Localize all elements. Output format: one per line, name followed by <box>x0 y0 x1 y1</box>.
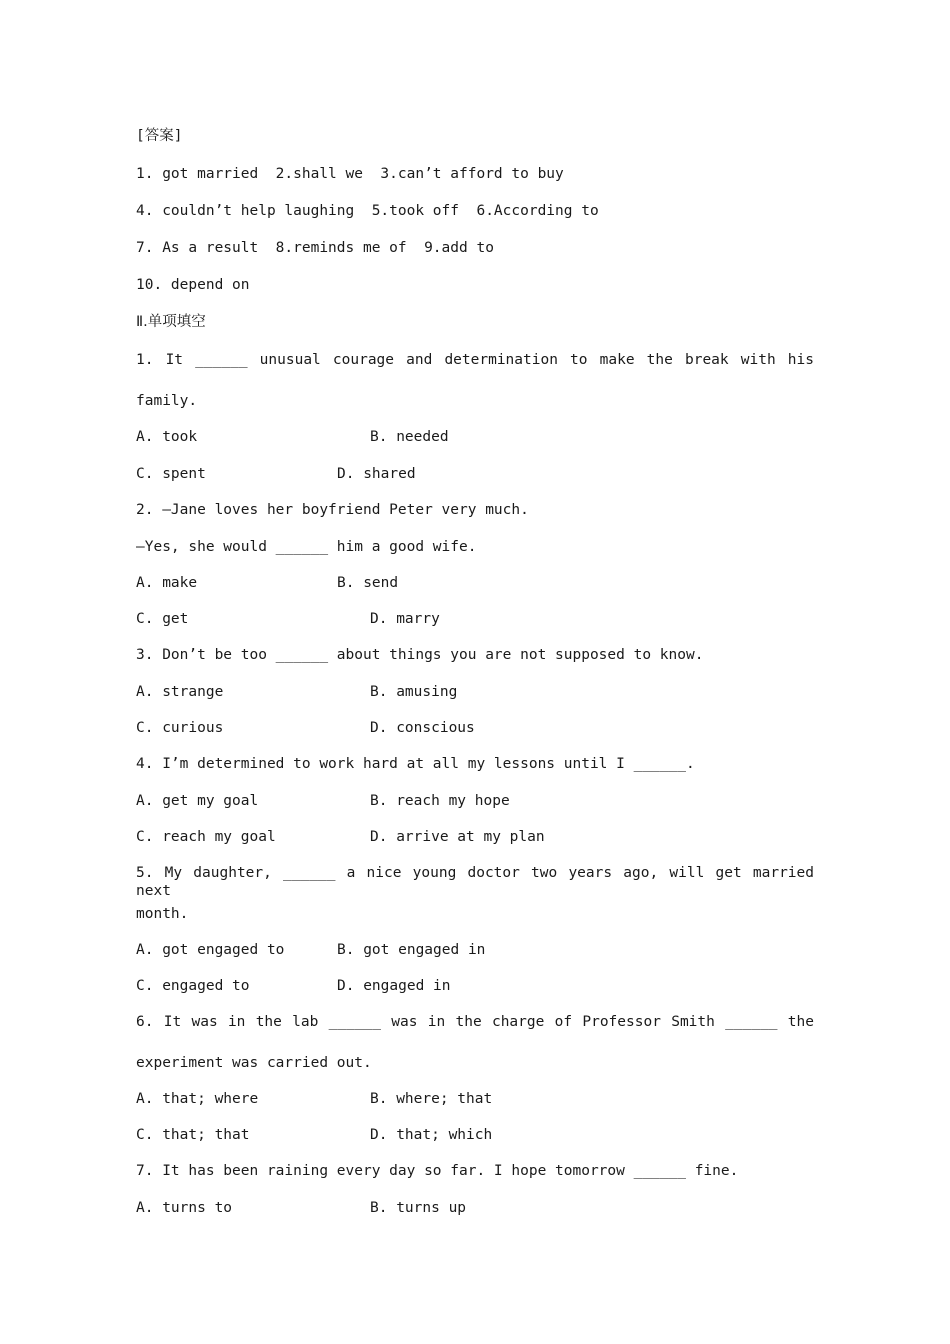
question-stem-continued: family. <box>136 393 198 409</box>
option-d: D. shared <box>337 466 416 482</box>
question-stem: 1. It ______ unusual courage and determination to make the break with his <box>136 352 814 368</box>
option-c: C. get <box>136 611 189 627</box>
question-stem: 5. My daughter, ______ a nice young doctor two years ago, will get married next <box>136 865 814 899</box>
option-c: C. reach my goal <box>136 829 276 845</box>
option-a: A. strange <box>136 684 224 700</box>
question-stem: 3. Don’t be too ______ about things you are not supposed to know. <box>136 647 704 663</box>
option-a: A. get my goal <box>136 793 259 809</box>
option-c: C. spent <box>136 466 206 482</box>
option-c: C. engaged to <box>136 978 250 994</box>
option-b: B. turns up <box>370 1200 467 1216</box>
option-b: B. where; that <box>370 1091 493 1107</box>
question-stem: 2. —Jane loves her boyfriend Peter very much. <box>136 502 529 518</box>
option-a: A. took <box>136 429 198 445</box>
section-heading: Ⅱ.单项填空 <box>136 314 206 330</box>
option-d: D. engaged in <box>337 978 451 994</box>
option-a: A. make <box>136 575 198 591</box>
question-stem: 4. I’m determined to work hard at all my lessons until I ______. <box>136 756 695 772</box>
option-c: C. that; that <box>136 1127 250 1143</box>
option-d: D. conscious <box>370 720 475 736</box>
option-c: C. curious <box>136 720 224 736</box>
option-b: B. reach my hope <box>370 793 510 809</box>
option-d: D. marry <box>370 611 440 627</box>
option-b: B. needed <box>370 429 449 445</box>
option-d: D. arrive at my plan <box>370 829 545 845</box>
question-stem-continued: —Yes, she would ______ him a good wife. <box>136 539 477 555</box>
question-stem: 7. It has been raining every day so far. I hope tomorrow ______ fine. <box>136 1163 739 1179</box>
option-b: B. amusing <box>370 684 458 700</box>
option-b: B. got engaged in <box>337 942 486 958</box>
option-d: D. that; which <box>370 1127 493 1143</box>
question-stem: 6. It was in the lab ______ was in the charge of Professor Smith ______ the <box>136 1014 814 1030</box>
answer-line: 4. couldn’t help laughing 5.took off 6.According to <box>136 203 599 219</box>
option-a: A. turns to <box>136 1200 233 1216</box>
answer-line: 1. got married 2.shall we 3.can’t afford to buy <box>136 166 564 182</box>
option-b: B. send <box>337 575 399 591</box>
option-a: A. got engaged to <box>136 942 285 958</box>
question-stem-continued: experiment was carried out. <box>136 1055 372 1071</box>
option-a: A. that; where <box>136 1091 259 1107</box>
answer-line: 10. depend on <box>136 277 250 293</box>
answers-heading: [答案] <box>136 128 183 144</box>
question-stem-continued: month. <box>136 906 189 922</box>
answer-line: 7. As a result 8.reminds me of 9.add to <box>136 240 494 256</box>
